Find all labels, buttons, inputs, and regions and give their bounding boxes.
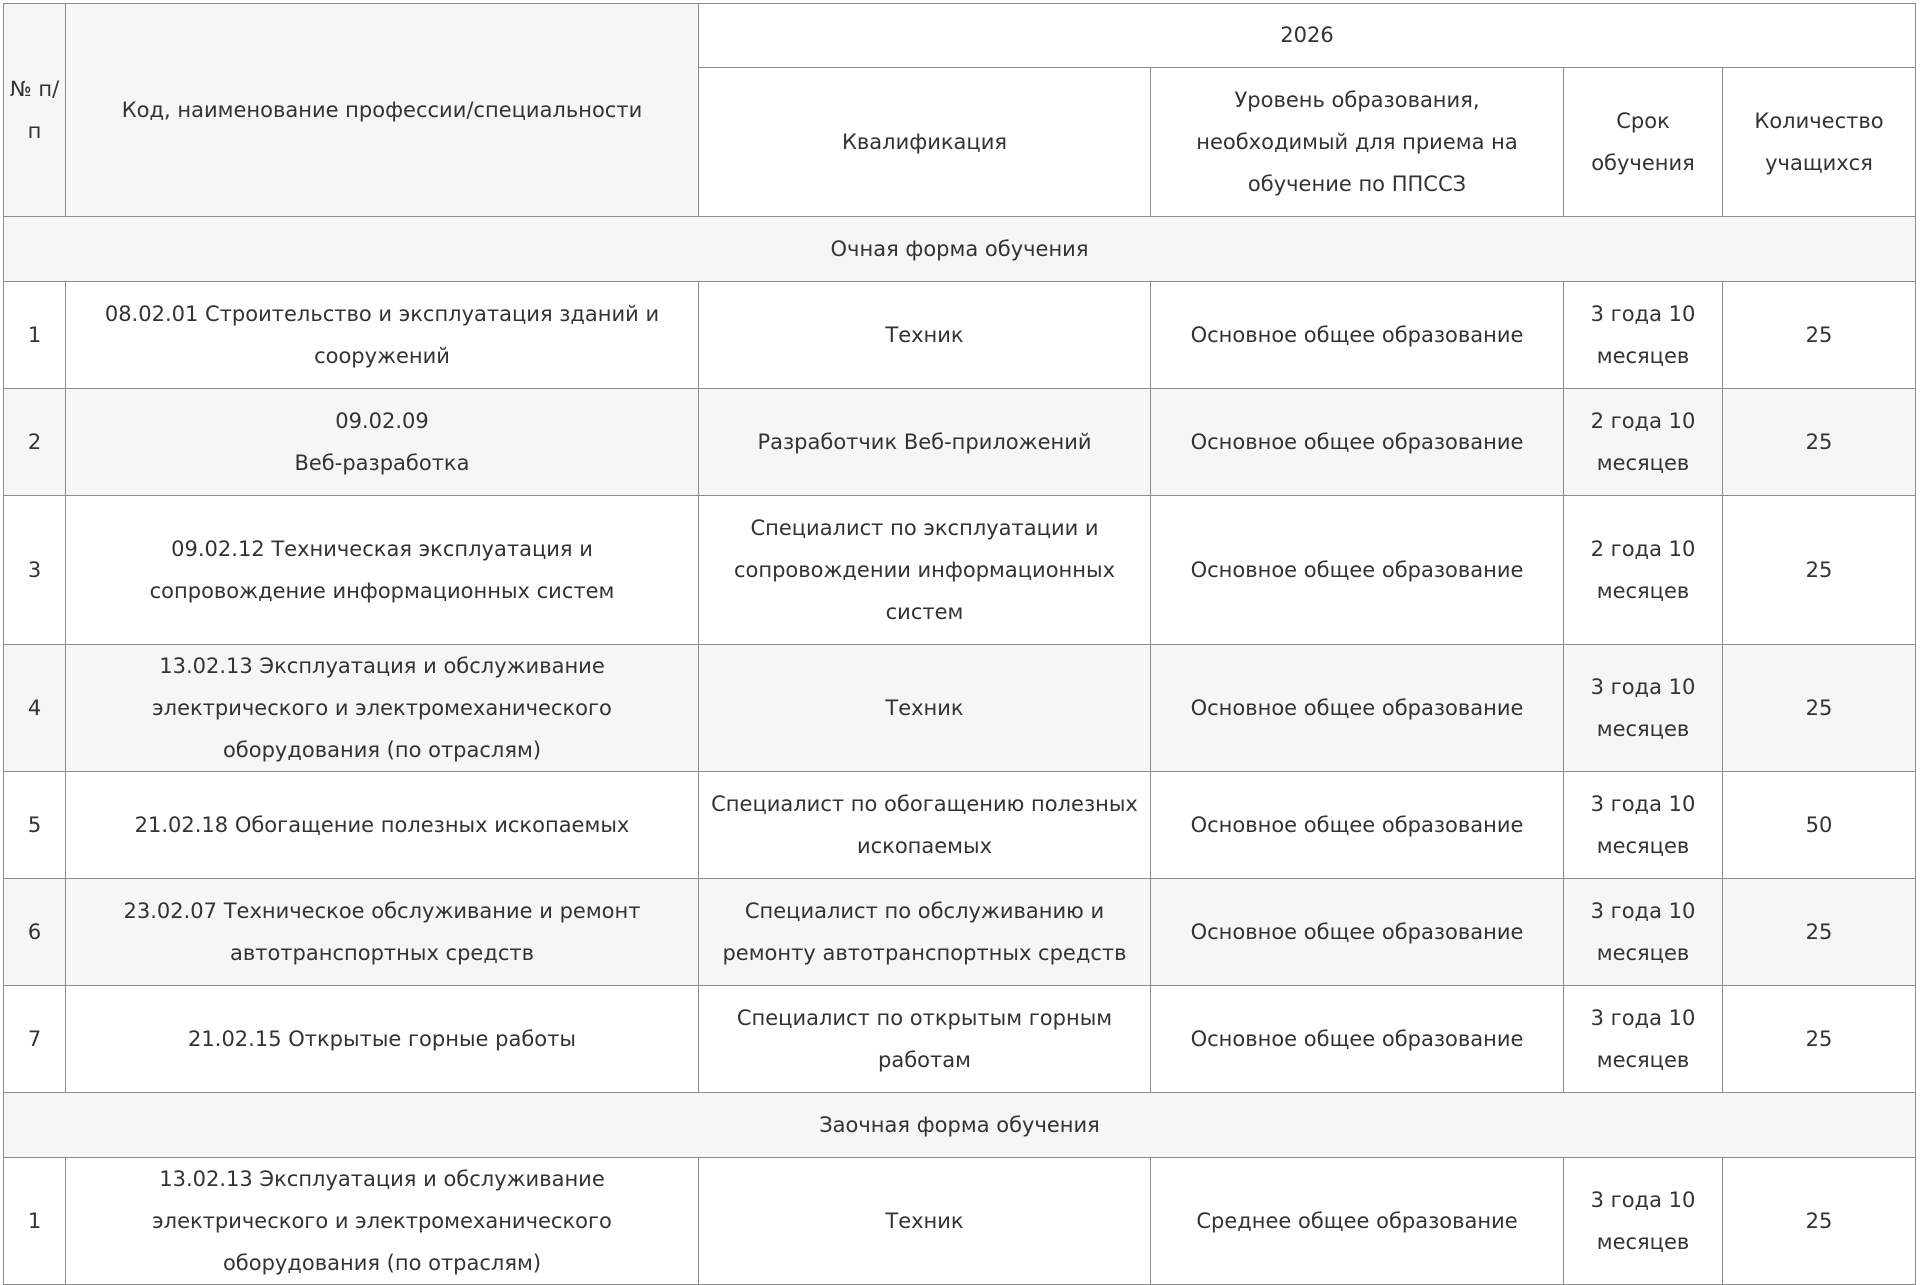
header-level: Уровень образования, необходимый для приема на обучение по ППССЗ: [1151, 68, 1564, 217]
row-level: Основное общее образование: [1151, 282, 1564, 389]
row-code: 21.02.18 Обогащение полезных ископаемых: [66, 772, 699, 879]
admission-plan-table: [3, 3, 1916, 1285]
row-qualification: Специалист по эксплуатации и сопровождении информационных систем: [699, 496, 1151, 645]
table-row: [4, 389, 1916, 496]
table-body: [4, 217, 1916, 1285]
row-term: 3 года 10 месяцев: [1564, 772, 1723, 879]
table-row: [4, 282, 1916, 389]
row-term: 3 года 10 месяцев: [1564, 1158, 1723, 1285]
row-num: 1: [4, 282, 66, 389]
row-count: 25: [1723, 282, 1916, 389]
row-term: 2 года 10 месяцев: [1564, 496, 1723, 645]
header-qualification: Квалификация: [699, 68, 1151, 217]
row-qualification: Техник: [699, 645, 1151, 772]
row-code: 13.02.13 Эксплуатация и обслуживание электрического и электромеханического оборудования (по отраслям): [66, 1158, 699, 1285]
table-row: [4, 496, 1916, 645]
row-count: 50: [1723, 772, 1916, 879]
row-level: Основное общее образование: [1151, 879, 1564, 986]
section-title: Очная форма обучения: [4, 217, 1916, 282]
row-code-title: Веб-разработка: [294, 451, 470, 475]
row-count: 25: [1723, 1158, 1916, 1285]
row-code: 23.02.07 Техническое обслуживание и ремонт автотранспортных средств: [66, 879, 699, 986]
row-count: 25: [1723, 986, 1916, 1093]
row-qualification: Специалист по открытым горным работам: [699, 986, 1151, 1093]
row-num: 6: [4, 879, 66, 986]
header-num: № п/п: [4, 4, 66, 217]
row-level: Основное общее образование: [1151, 389, 1564, 496]
row-term: 3 года 10 месяцев: [1564, 879, 1723, 986]
admission-plan-frame: [3, 3, 1915, 1285]
row-count: 25: [1723, 645, 1916, 772]
row-code: 21.02.15 Открытые горные работы: [66, 986, 699, 1093]
row-qualification: Техник: [699, 1158, 1151, 1285]
row-num: 2: [4, 389, 66, 496]
row-qualification: Техник: [699, 282, 1151, 389]
table-row: [4, 772, 1916, 879]
table-row: [4, 986, 1916, 1093]
row-count: 25: [1723, 496, 1916, 645]
row-term: 3 года 10 месяцев: [1564, 645, 1723, 772]
row-level: Основное общее образование: [1151, 772, 1564, 879]
row-num: 3: [4, 496, 66, 645]
row-qualification: Разработчик Веб-приложений: [699, 389, 1151, 496]
row-term: 2 года 10 месяцев: [1564, 389, 1723, 496]
table-row: [4, 645, 1916, 772]
table-header: [4, 4, 1916, 217]
table-row: [4, 1158, 1916, 1285]
row-code-number: 09.02.09: [335, 409, 429, 433]
header-year: 2026: [699, 4, 1916, 68]
row-num: 7: [4, 986, 66, 1093]
header-count: Количество учащихся: [1723, 68, 1916, 217]
section-row-extramural: [4, 1093, 1916, 1158]
row-level: Основное общее образование: [1151, 645, 1564, 772]
section-row-fulltime: [4, 217, 1916, 282]
table-row: [4, 879, 1916, 986]
row-term: 3 года 10 месяцев: [1564, 986, 1723, 1093]
row-num: 1: [4, 1158, 66, 1285]
row-code: [66, 389, 699, 496]
row-code: 09.02.12 Техническая эксплуатация и сопровождение информационных систем: [66, 496, 699, 645]
row-qualification: Специалист по обогащению полезных ископаемых: [699, 772, 1151, 879]
row-level: Основное общее образование: [1151, 496, 1564, 645]
row-code: 13.02.13 Эксплуатация и обслуживание электрического и электромеханического оборудования (по отраслям): [66, 645, 699, 772]
header-row-top: [4, 4, 1916, 68]
row-code: 08.02.01 Строительство и эксплуатация зданий и сооружений: [66, 282, 699, 389]
row-num: 4: [4, 645, 66, 772]
row-qualification: Специалист по обслуживанию и ремонту автотранспортных средств: [699, 879, 1151, 986]
header-code: Код, наименование профессии/специальности: [66, 4, 699, 217]
row-count: 25: [1723, 879, 1916, 986]
row-level: Основное общее образование: [1151, 986, 1564, 1093]
header-term: Срок обучения: [1564, 68, 1723, 217]
row-term: 3 года 10 месяцев: [1564, 282, 1723, 389]
row-count: 25: [1723, 389, 1916, 496]
row-level: Среднее общее образование: [1151, 1158, 1564, 1285]
row-num: 5: [4, 772, 66, 879]
section-title: Заочная форма обучения: [4, 1093, 1916, 1158]
